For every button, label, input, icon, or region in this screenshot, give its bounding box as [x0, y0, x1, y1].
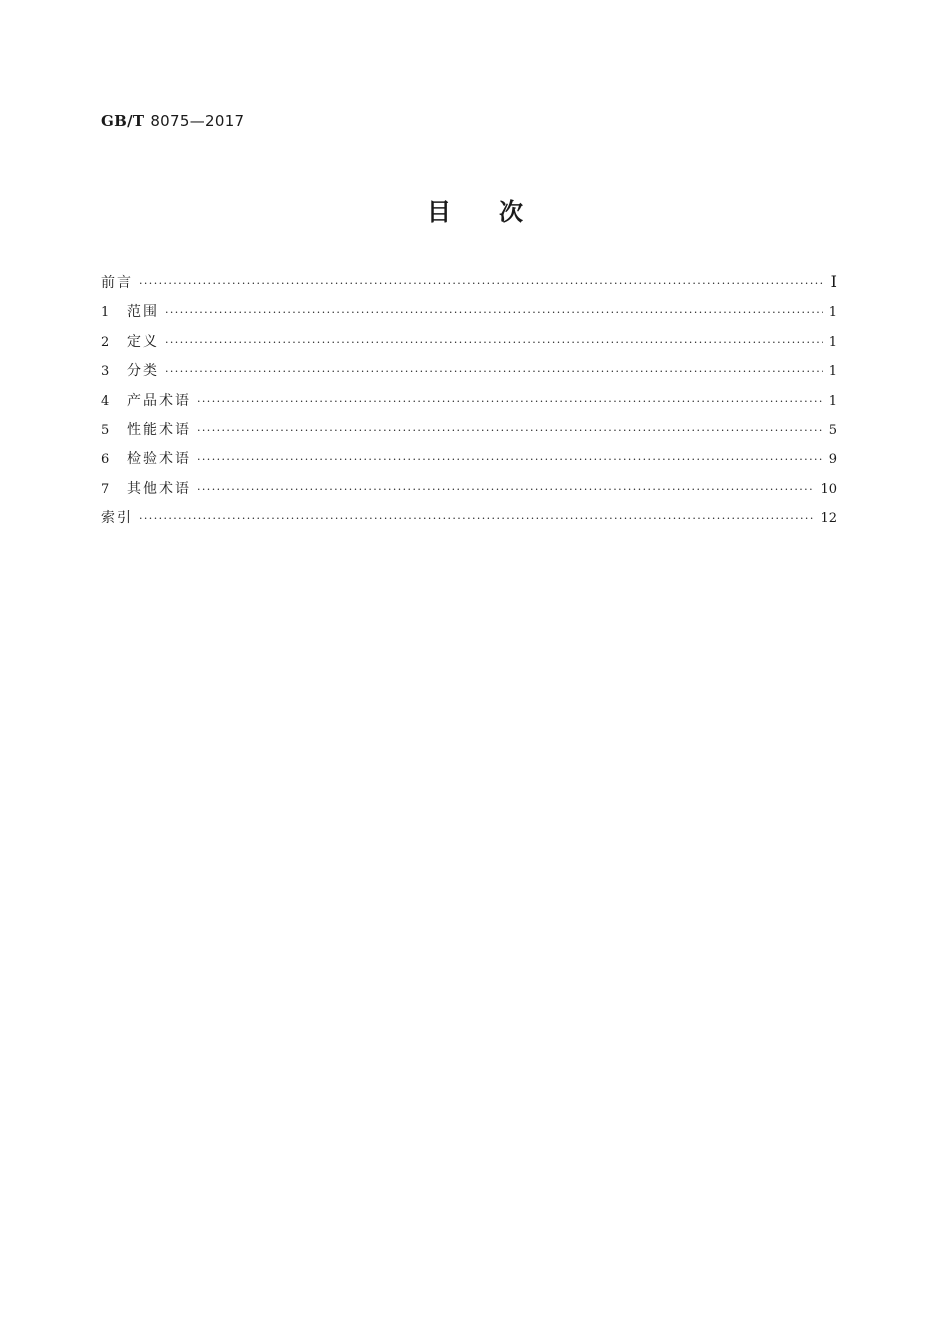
toc-item-index[interactable] [101, 507, 837, 536]
toc-item-performance-terms[interactable] [101, 419, 837, 448]
toc-item-number: 2 [101, 334, 110, 350]
toc-item-label: 索引 [101, 510, 133, 527]
toc-item-page: 1 [828, 334, 837, 350]
toc-leader-dots [139, 277, 825, 290]
toc-item-label: 定义 [127, 333, 159, 350]
table-of-contents [101, 272, 837, 537]
standard-number: 8075—2017 [150, 112, 245, 130]
toc-item-inspection-terms[interactable] [101, 448, 837, 477]
toc-item-number: 6 [101, 452, 110, 468]
toc-item-label: 性能术语 [127, 421, 191, 438]
toc-item-label: 前言 [101, 275, 133, 291]
toc-leader-dots [197, 395, 823, 408]
toc-leader-dots [165, 336, 823, 349]
toc-item-classification[interactable] [101, 360, 837, 389]
toc-item-label: 分类 [127, 363, 159, 380]
toc-item-page: 12 [820, 511, 837, 527]
toc-item-page: I [830, 272, 837, 291]
toc-item-page: 1 [828, 393, 837, 409]
toc-item-number: 5 [101, 422, 110, 438]
toc-item-label: 检验术语 [127, 451, 191, 468]
toc-item-other-terms[interactable] [101, 478, 837, 507]
toc-item-number: 3 [101, 364, 110, 380]
toc-leader-dots [197, 424, 823, 437]
toc-item-label: 范围 [127, 304, 159, 321]
document-code [101, 112, 244, 130]
toc-item-definition[interactable] [101, 331, 837, 360]
toc-item-number: 4 [101, 393, 110, 409]
toc-item-product-terms[interactable] [101, 390, 837, 419]
page-title: 目次 [427, 198, 571, 226]
toc-item-page: 1 [828, 305, 837, 321]
toc-item-page: 5 [828, 422, 837, 438]
toc-item-preface[interactable] [101, 272, 837, 301]
toc-leader-dots [197, 453, 823, 466]
toc-item-label: 其他术语 [127, 480, 191, 497]
toc-item-page: 10 [820, 481, 837, 497]
toc-item-page: 9 [828, 452, 837, 468]
toc-item-number: 1 [101, 305, 110, 321]
standard-prefix: GB/T [101, 112, 145, 130]
toc-leader-dots [165, 365, 823, 378]
toc-item-label: 产品术语 [127, 392, 191, 409]
toc-leader-dots [139, 512, 814, 525]
toc-leader-dots [197, 483, 814, 496]
toc-leader-dots [165, 306, 823, 319]
toc-item-page: 1 [828, 364, 837, 380]
toc-item-scope[interactable] [101, 301, 837, 330]
toc-item-number: 7 [101, 481, 110, 497]
